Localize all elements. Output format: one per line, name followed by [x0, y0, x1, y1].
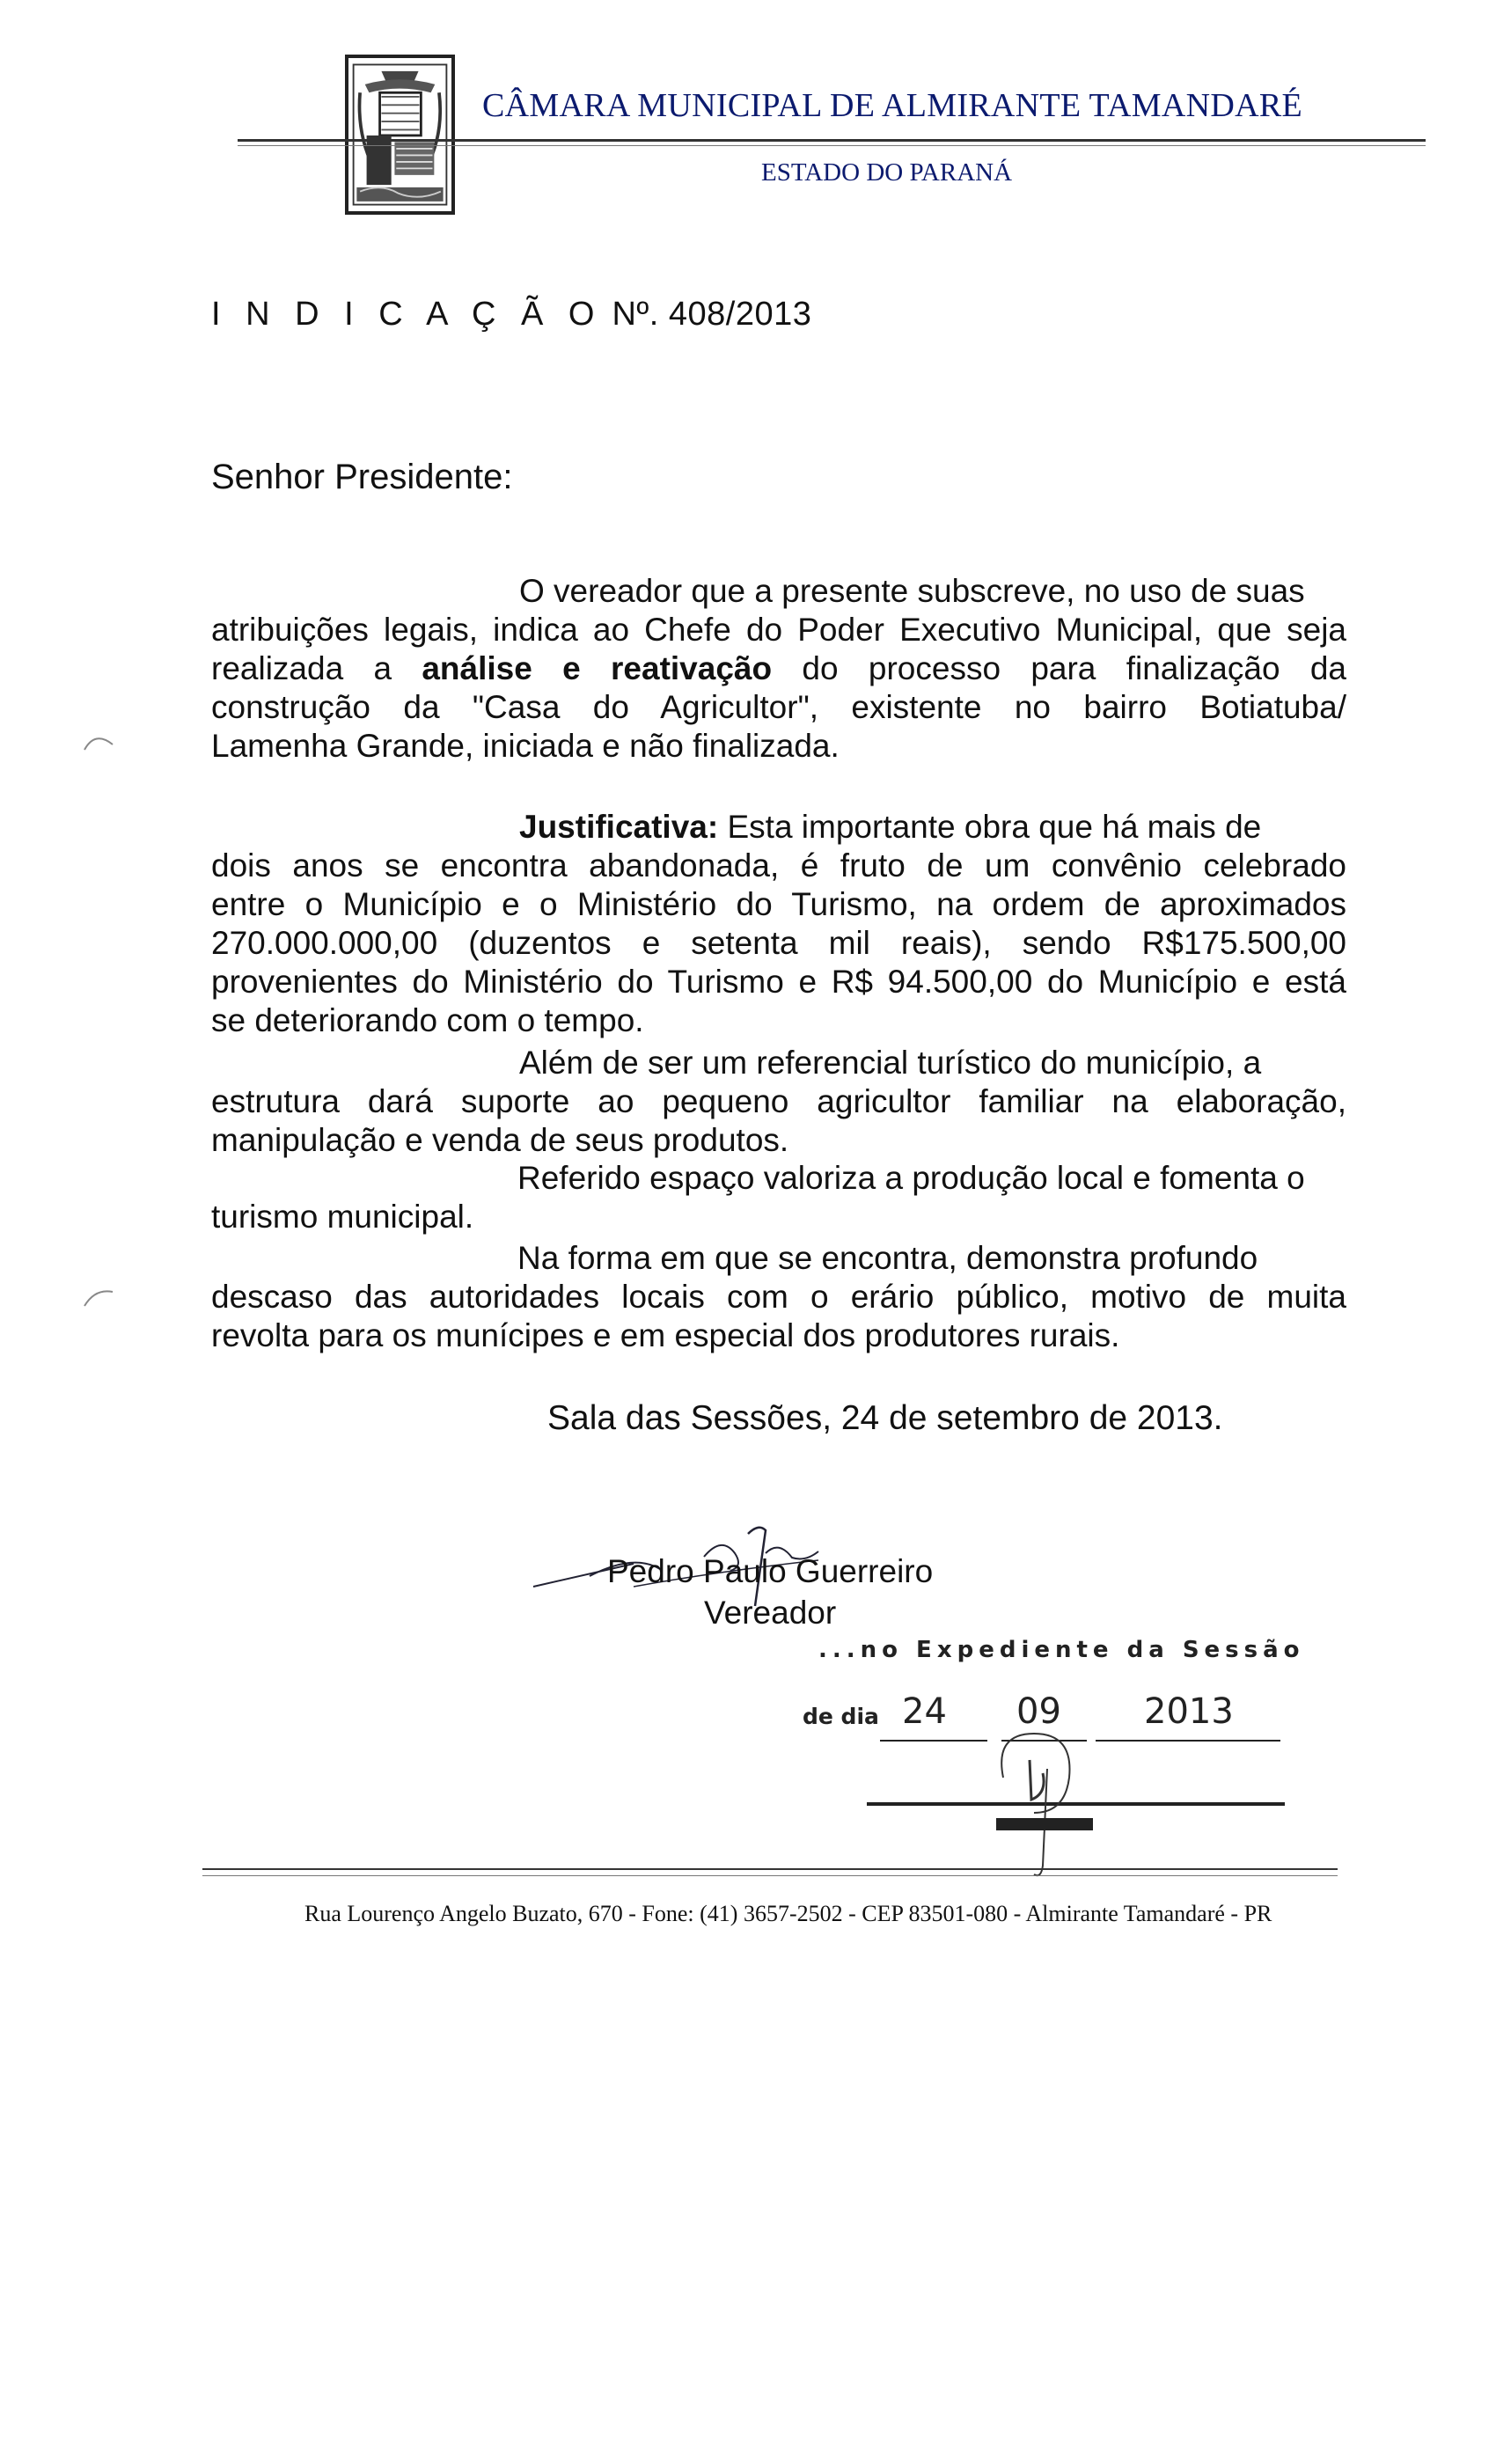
paragraph-tourism	[211, 1044, 1346, 1160]
header-rule-thin	[238, 145, 1426, 146]
salutation: Senhor Presidente:	[211, 458, 513, 496]
text-line: revolta para os munícipes e em especial dos produtores rurais.	[211, 1317, 1120, 1353]
stamp-year: 2013	[1144, 1691, 1234, 1732]
justification-label: Justificativa:	[519, 809, 719, 845]
stamp-line: ...no Expediente da Sessão	[818, 1637, 1305, 1663]
text-line: turismo municipal.	[211, 1199, 474, 1235]
margin-mark	[83, 1285, 114, 1311]
text-span: Esta importante obra que há mais de	[727, 809, 1262, 845]
place-and-date: Sala das Sessões, 24 de setembro de 2013.	[547, 1399, 1223, 1437]
text-line: dois anos se encontra abandonada, é fruto de um convênio celebrado	[211, 847, 1346, 884]
footer-rule	[202, 1868, 1338, 1870]
protocol-stamp	[792, 1637, 1338, 1901]
text-line: Na forma em que se encontra, demonstra profundo	[517, 1240, 1258, 1276]
text-line: 270.000.000,00 (duzentos e setenta mil reais), sendo R$175.500,00	[211, 925, 1346, 961]
title-number: Nº. 408/2013	[612, 296, 812, 333]
paragraph-request	[211, 572, 1346, 766]
signer-name: Pedro Paulo Guerreiro	[607, 1553, 934, 1589]
text-line: construção da "Casa do Agricultor", existente no bairro Botiatuba/	[211, 689, 1346, 725]
text-line: se deteriorando com o tempo.	[211, 1002, 644, 1038]
text-line: atribuições legais, indica ao Chefe do Poder Executivo Municipal, que seja	[211, 612, 1346, 648]
stamp-dia-label: de dia	[803, 1704, 879, 1729]
header-rule	[238, 139, 1426, 142]
document-title	[211, 296, 811, 334]
coat-of-arms-logo	[345, 55, 455, 215]
text-line: provenientes do Ministério do Turismo e R$ 94.500,00 do Município e está	[211, 964, 1346, 1000]
text-line	[211, 649, 1346, 688]
text-line: O vereador que a presente subscreve, no uso de suas	[519, 573, 1305, 609]
org-name: CÂMARA MUNICIPAL DE ALMIRANTE TAMANDARÉ	[482, 87, 1302, 124]
stamp-day: 24	[902, 1691, 947, 1732]
text-line: entre o Município e o Ministério do Turismo, na ordem de aproximados	[211, 886, 1346, 922]
footer-rule-thin	[202, 1875, 1338, 1876]
coat-of-arms-graphic	[348, 58, 451, 211]
text-span: realizada a	[211, 650, 392, 686]
margin-mark	[83, 729, 114, 755]
footer-address: Rua Lourenço Angelo Buzato, 670 - Fone: (41) 3657-2502 - CEP 83501-080 - Almirante Tamandaré - PR	[304, 1901, 1272, 1926]
title-word: I N D I C A Ç Ã O	[211, 296, 603, 333]
text-line: Referido espaço valoriza a produção local e fomenta o	[517, 1160, 1305, 1196]
emphasis-text: análise e reativação	[422, 650, 773, 686]
text-line: Lamenha Grande, iniciada e não finalizada.	[211, 728, 840, 764]
stamp-graphic	[792, 1637, 1338, 1901]
blank-area	[0, 2046, 1496, 2464]
text-line: estrutura dará suporte ao pequeno agricultor familiar na elaboração,	[211, 1083, 1346, 1119]
text-line: manipulação e venda de seus produtos.	[211, 1122, 789, 1158]
paragraph-local-production	[211, 1159, 1346, 1236]
text-line: Além de ser um referencial turístico do município, a	[519, 1045, 1262, 1081]
text-span: do processo para finalização da	[802, 650, 1346, 686]
paragraph-neglect	[211, 1239, 1346, 1355]
signer-role: Vereador	[704, 1595, 837, 1631]
text-line	[211, 808, 1346, 847]
paragraph-justification	[211, 808, 1346, 1040]
text-line: descaso das autoridades locais com o erário público, motivo de muita	[211, 1279, 1346, 1315]
stamp-month: 09	[1016, 1691, 1061, 1732]
state-name: ESTADO DO PARANÁ	[761, 158, 1013, 187]
